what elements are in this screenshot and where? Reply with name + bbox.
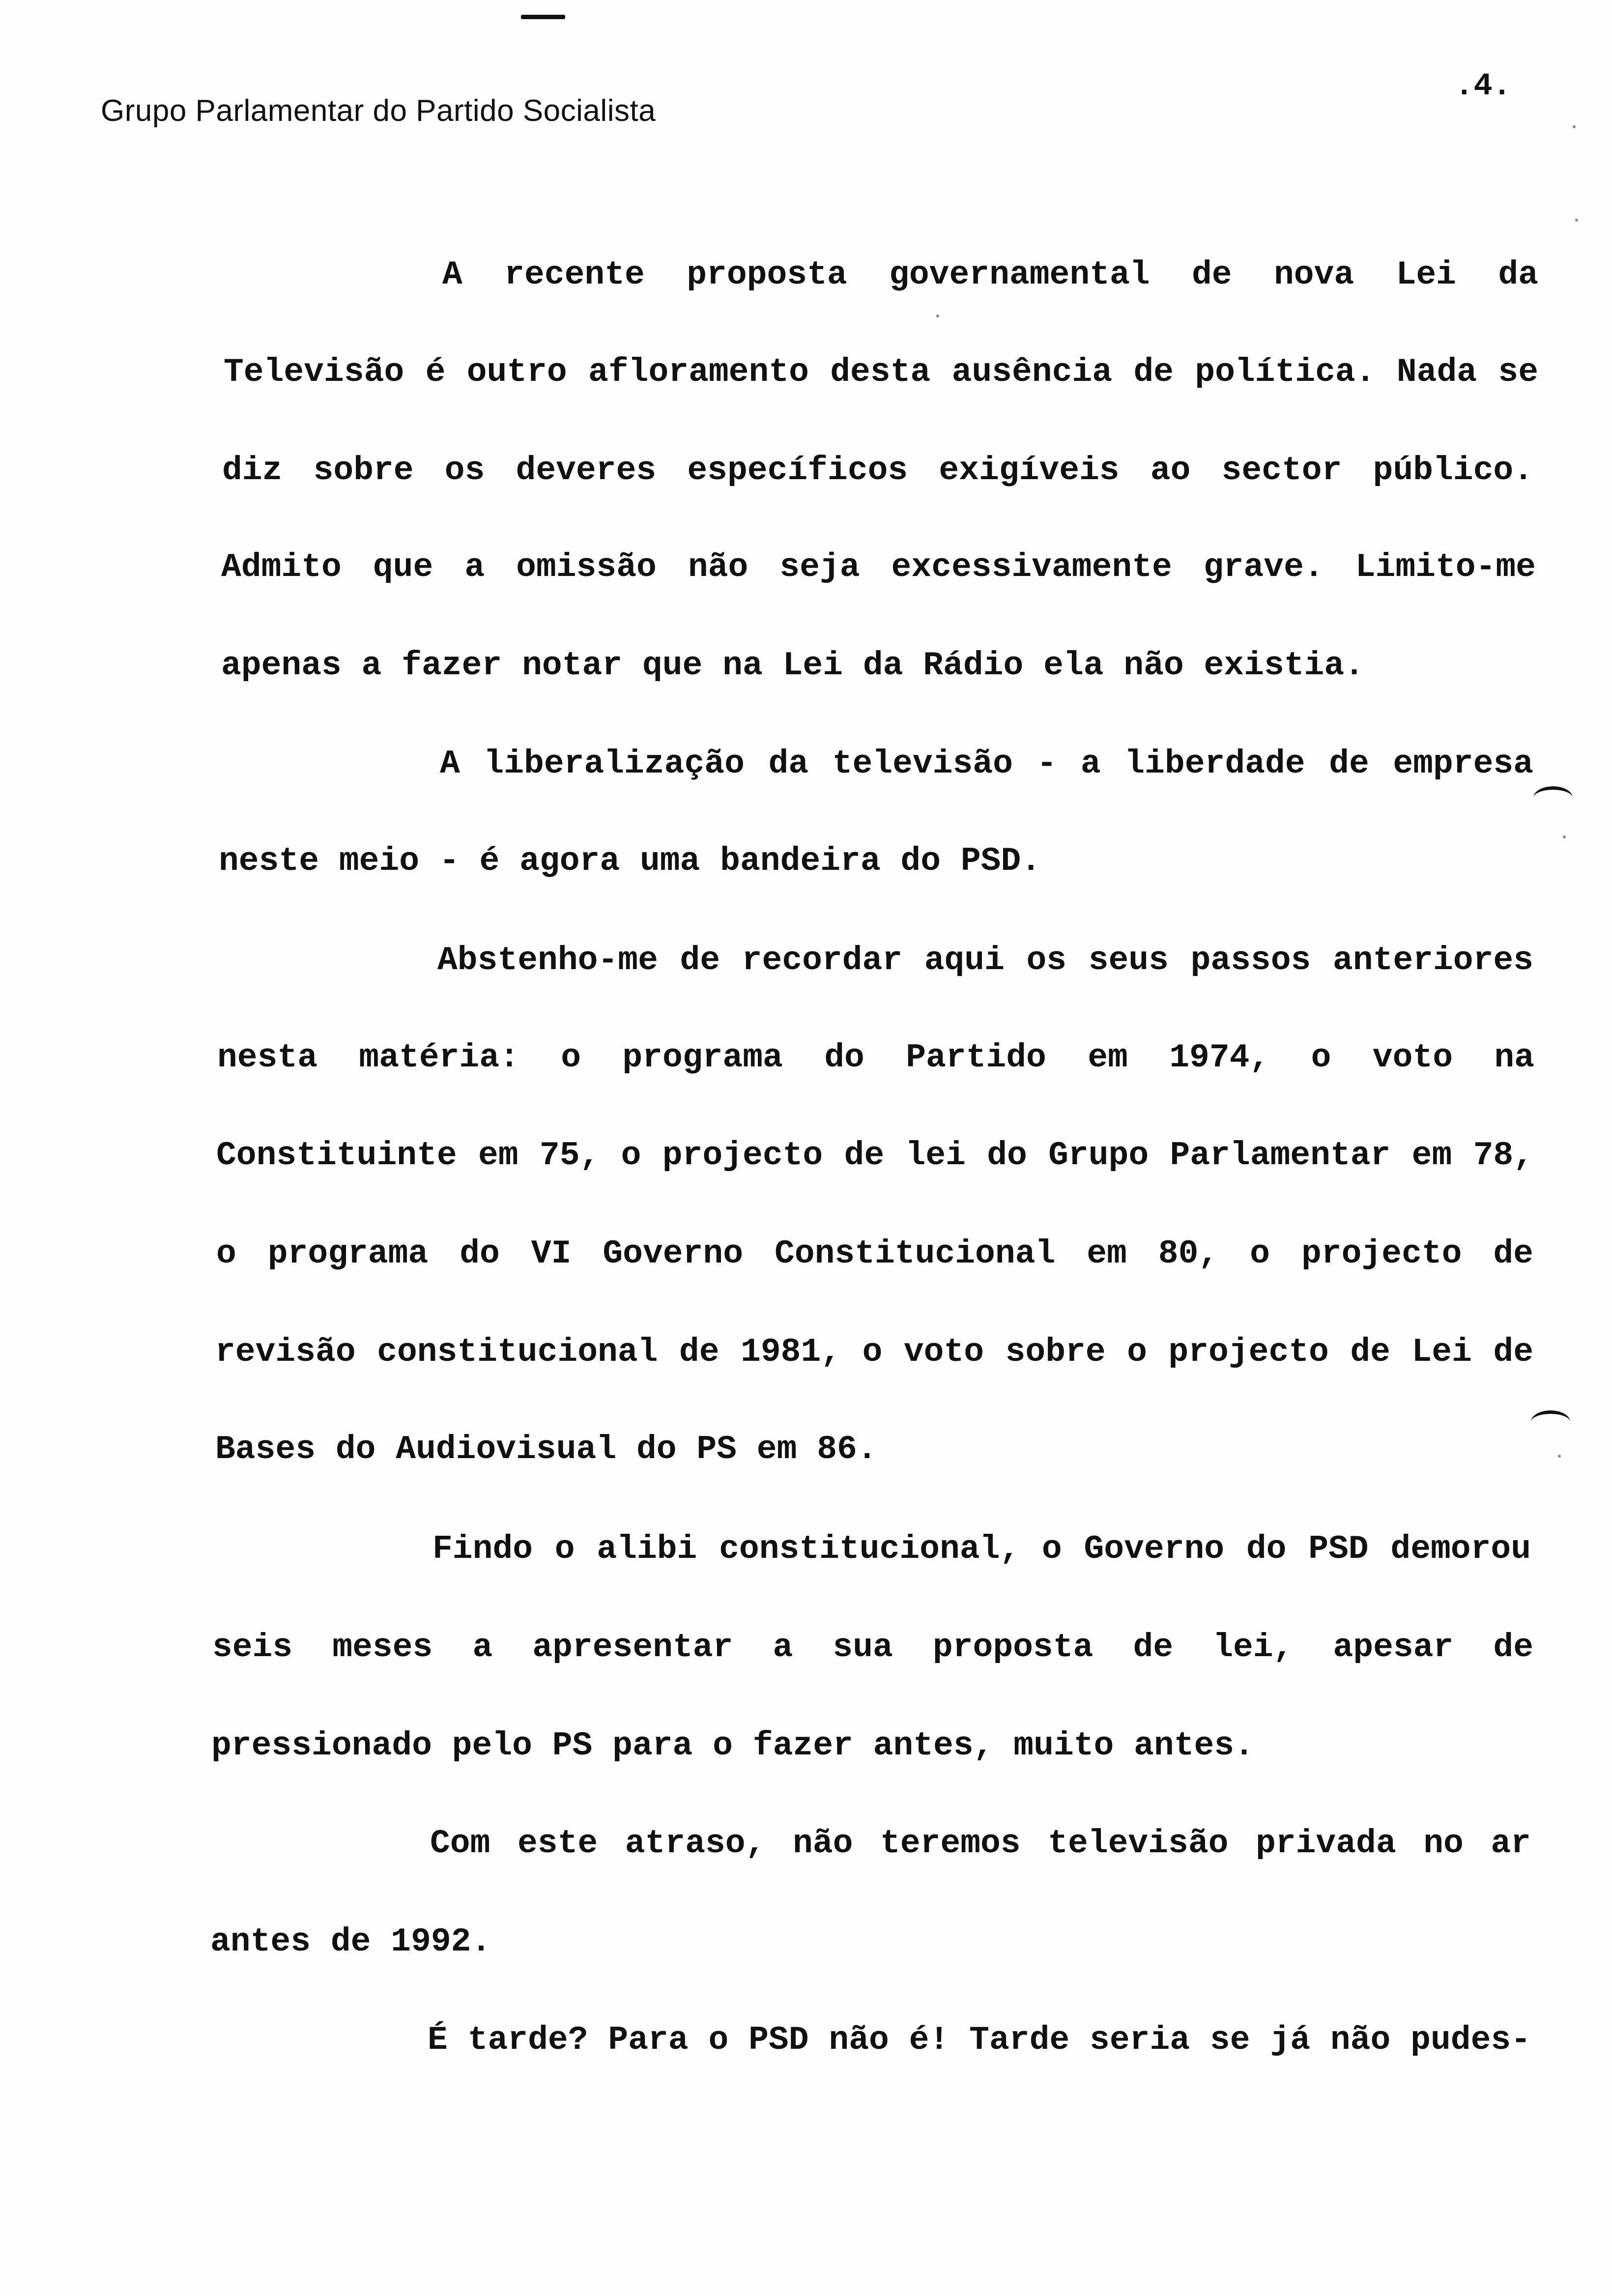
text-line-17: Com este atraso, não teremos televisão privada no ar bbox=[430, 1825, 1531, 1863]
scan-speck bbox=[936, 315, 939, 317]
text-line-5: apenas a fazer notar que na Lei da Rádio ela não existia. bbox=[221, 647, 1364, 685]
margin-mark bbox=[1533, 786, 1573, 809]
text-line-13: Bases do Audiovisual do PS em 86. bbox=[215, 1431, 877, 1468]
text-line-16: pressionado pelo PS para o fazer antes, muito antes. bbox=[211, 1727, 1254, 1765]
text-line-3: diz sobre os deveres específicos exigíveis ao sector público. bbox=[222, 452, 1533, 489]
text-line-4: Admito que a omissão não seja excessivamente grave. Limito-me bbox=[221, 548, 1536, 586]
scan-speck bbox=[1573, 125, 1576, 128]
scan-speck bbox=[1558, 1455, 1561, 1458]
text-line-12: revisão constitucional de 1981, o voto sobre o projecto de Lei de bbox=[215, 1333, 1533, 1371]
scan-speck bbox=[1575, 219, 1578, 222]
text-line-7: neste meio - é agora uma bandeira do PSD. bbox=[219, 842, 1041, 880]
text-line-1: A recente proposta governamental de nova Lei da bbox=[442, 256, 1538, 294]
margin-mark bbox=[1531, 1410, 1570, 1434]
text-line-19: É tarde? Para o PSD não é! Tarde seria se já não pudes- bbox=[428, 2021, 1531, 2059]
page-number: .4. bbox=[1455, 69, 1512, 104]
text-line-18: antes de 1992. bbox=[210, 1923, 491, 1961]
text-line-15: seis meses a apresentar a sua proposta de lei, apesar de bbox=[212, 1629, 1533, 1666]
text-line-8: Abstenho-me de recordar aqui os seus passos anteriores bbox=[437, 942, 1533, 979]
text-line-14: Findo o alibi constitucional, o Governo do PSD demorou bbox=[432, 1530, 1531, 1568]
text-line-11: o programa do VI Governo Constitucional em 80, o projecto de bbox=[216, 1235, 1533, 1273]
text-line-10: Constituinte em 75, o projecto de lei do Grupo Parlamentar em 78, bbox=[216, 1137, 1533, 1175]
text-line-2: Televisão é outro afloramento desta ausência de política. Nada se bbox=[224, 353, 1538, 391]
text-line-6: A liberalização da televisão - a liberdade de empresa bbox=[440, 745, 1533, 783]
scan-speck bbox=[1563, 835, 1566, 838]
header-title: Grupo Parlamentar do Partido Socialista bbox=[101, 94, 656, 128]
text-line-9: nesta matéria: o programa do Partido em 1974, o voto na bbox=[217, 1039, 1534, 1077]
